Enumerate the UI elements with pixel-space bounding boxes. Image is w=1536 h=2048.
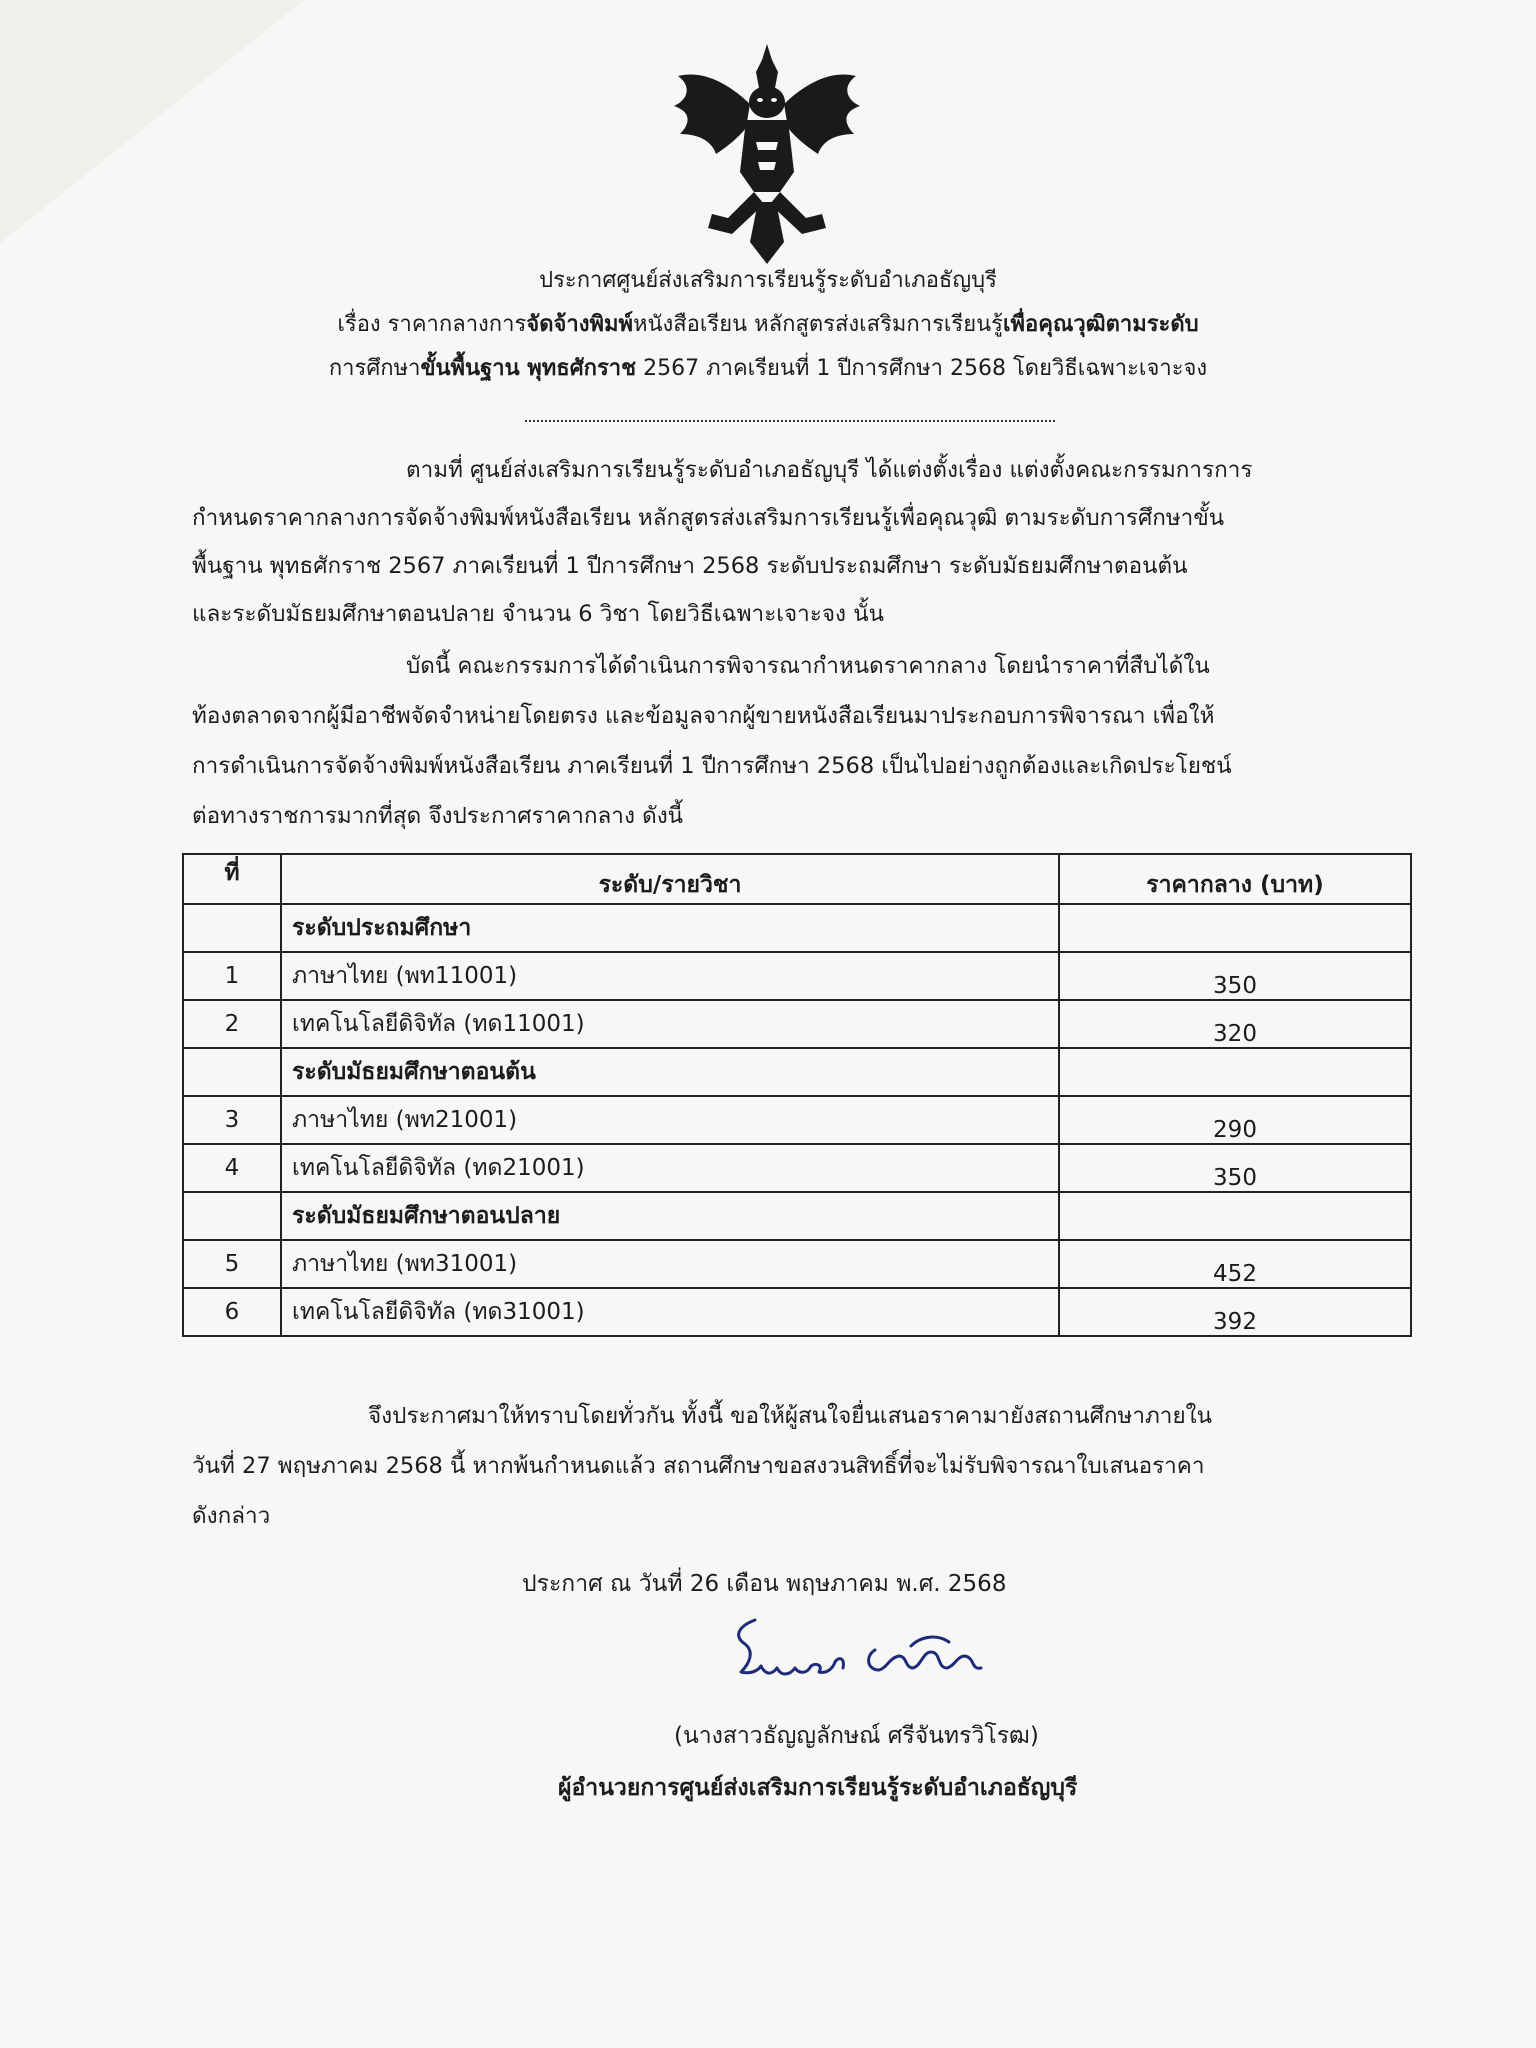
col-price-header: ราคากลาง (บาท) (1059, 854, 1411, 904)
section-row (183, 1192, 1411, 1240)
col-subject-header: ระดับ/รายวิชา (281, 854, 1059, 904)
handwritten-signature (715, 1612, 1055, 1712)
row-subject: ภาษาไทย (พท31001) (281, 1240, 1059, 1288)
dotted-separator (525, 420, 1055, 422)
row-subject: ภาษาไทย (พท21001) (281, 1096, 1059, 1144)
signatory-position: ผู้อำนวยการศูนย์ส่งเสริมการเรียนรู้ระดับอำเภอธัญบุรี (558, 1775, 1078, 1801)
row-no: 1 (183, 952, 281, 1000)
row-subject: เทคโนโลยีดิจิทัล (ทด31001) (281, 1288, 1059, 1336)
row-no: 5 (183, 1240, 281, 1288)
paragraph-2-line-1: บัดนี้ คณะกรรมการได้ดำเนินการพิจารณากำหนดราคากลาง โดยนำราคาที่สืบได้ใน (406, 653, 1210, 679)
table-header-row (183, 854, 1411, 904)
section-label: ระดับประถมศึกษา (281, 904, 1059, 952)
table-row (183, 952, 1411, 1000)
median-price-table (182, 853, 1412, 1337)
subject-line-2: การศึกษาขั้นพื้นฐาน พุทธศักราช 2567 ภาคเรียนที่ 1 ปีการศึกษา 2568 โดยวิธีเฉพาะเจาะจง (328, 356, 1208, 381)
table-row (183, 1288, 1411, 1336)
row-price: 350 (1059, 952, 1411, 1000)
row-subject: เทคโนโลยีดิจิทัล (ทด21001) (281, 1144, 1059, 1192)
paragraph-1-line-3: พื้นฐาน พุทธศักราช 2567 ภาคเรียนที่ 1 ปีการศึกษา 2568 ระดับประถมศึกษา ระดับมัธยมศึกษาตอนต้น (192, 553, 1188, 579)
table-row (183, 1144, 1411, 1192)
table-row (183, 1000, 1411, 1048)
row-price: 290 (1059, 1096, 1411, 1144)
paragraph-1-line-2: กำหนดราคากลางการจัดจ้างพิมพ์หนังสือเรียน หลักสูตรส่งเสริมการเรียนรู้เพื่อคุณวุฒิ ตามระดับการศึกษาขั้น (192, 505, 1225, 531)
row-no: 4 (183, 1144, 281, 1192)
row-subject: เทคโนโลยีดิจิทัล (ทด11001) (281, 1000, 1059, 1048)
row-no: 6 (183, 1288, 281, 1336)
table-row (183, 1096, 1411, 1144)
closing-line-3: ดังกล่าว (192, 1503, 271, 1529)
paragraph-2-line-3: การดำเนินการจัดจ้างพิมพ์หนังสือเรียน ภาคเรียนที่ 1 ปีการศึกษา 2568 เป็นไปอย่างถูกต้องและเกิดประโยชน์ (192, 753, 1232, 779)
section-label: ระดับมัธยมศึกษาตอนปลาย (281, 1192, 1059, 1240)
closing-line-1: จึงประกาศมาให้ทราบโดยทั่วกัน ทั้งนี้ ขอให้ผู้สนใจยื่นเสนอราคามายังสถานศึกษาภายใน (368, 1403, 1212, 1429)
row-price: 320 (1059, 1000, 1411, 1048)
row-no: 2 (183, 1000, 281, 1048)
section-row (183, 1048, 1411, 1096)
announcement-title: ประกาศศูนย์ส่งเสริมการเรียนรู้ระดับอำเภอธัญบุรี (539, 268, 997, 293)
garuda-emblem-icon (672, 42, 862, 267)
closing-line-2: วันที่ 27 พฤษภาคม 2568 นี้ หากพ้นกำหนดแล้ว สถานศึกษาขอสงวนสิทธิ์ที่จะไม่รับพิจารณาใบเสนอราคา (192, 1453, 1205, 1479)
row-no: 3 (183, 1096, 281, 1144)
paragraph-2-line-2: ท้องตลาดจากผู้มีอาชีพจัดจำหน่ายโดยตรง และข้อมูลจากผู้ขายหนังสือเรียนมาประกอบการพิจารณา เพื่อให้ (192, 703, 1215, 729)
paragraph-1-line-4: และระดับมัธยมศึกษาตอนปลาย จำนวน 6 วิชา โดยวิธีเฉพาะเจาะจง นั้น (192, 601, 884, 627)
row-subject: ภาษาไทย (พท11001) (281, 952, 1059, 1000)
paragraph-2-line-4: ต่อทางราชการมากที่สุด จึงประกาศราคากลาง ดังนี้ (192, 803, 684, 829)
col-no-header: ที่ (183, 854, 281, 904)
row-price: 392 (1059, 1288, 1411, 1336)
announcement-date: ประกาศ ณ วันที่ 26 เดือน พฤษภาคม พ.ศ. 2568 (522, 1571, 1007, 1597)
signatory-name: (นางสาวธัญญลักษณ์ ศรีจันทรวิโรฒ) (674, 1723, 1039, 1749)
subject-line: เรื่อง ราคากลางการจัดจ้างพิมพ์หนังสือเรียน หลักสูตรส่งเสริมการเรียนรู้เพื่อคุณวุฒิตามระดับ (337, 312, 1199, 337)
section-label: ระดับมัธยมศึกษาตอนต้น (281, 1048, 1059, 1096)
row-price: 452 (1059, 1240, 1411, 1288)
table-row (183, 1240, 1411, 1288)
paragraph-1-line-1: ตามที่ ศูนย์ส่งเสริมการเรียนรู้ระดับอำเภอธัญบุรี ได้แต่งตั้งเรื่อง แต่งตั้งคณะกรรมการการ (406, 457, 1253, 483)
row-price: 350 (1059, 1144, 1411, 1192)
section-row (183, 904, 1411, 952)
